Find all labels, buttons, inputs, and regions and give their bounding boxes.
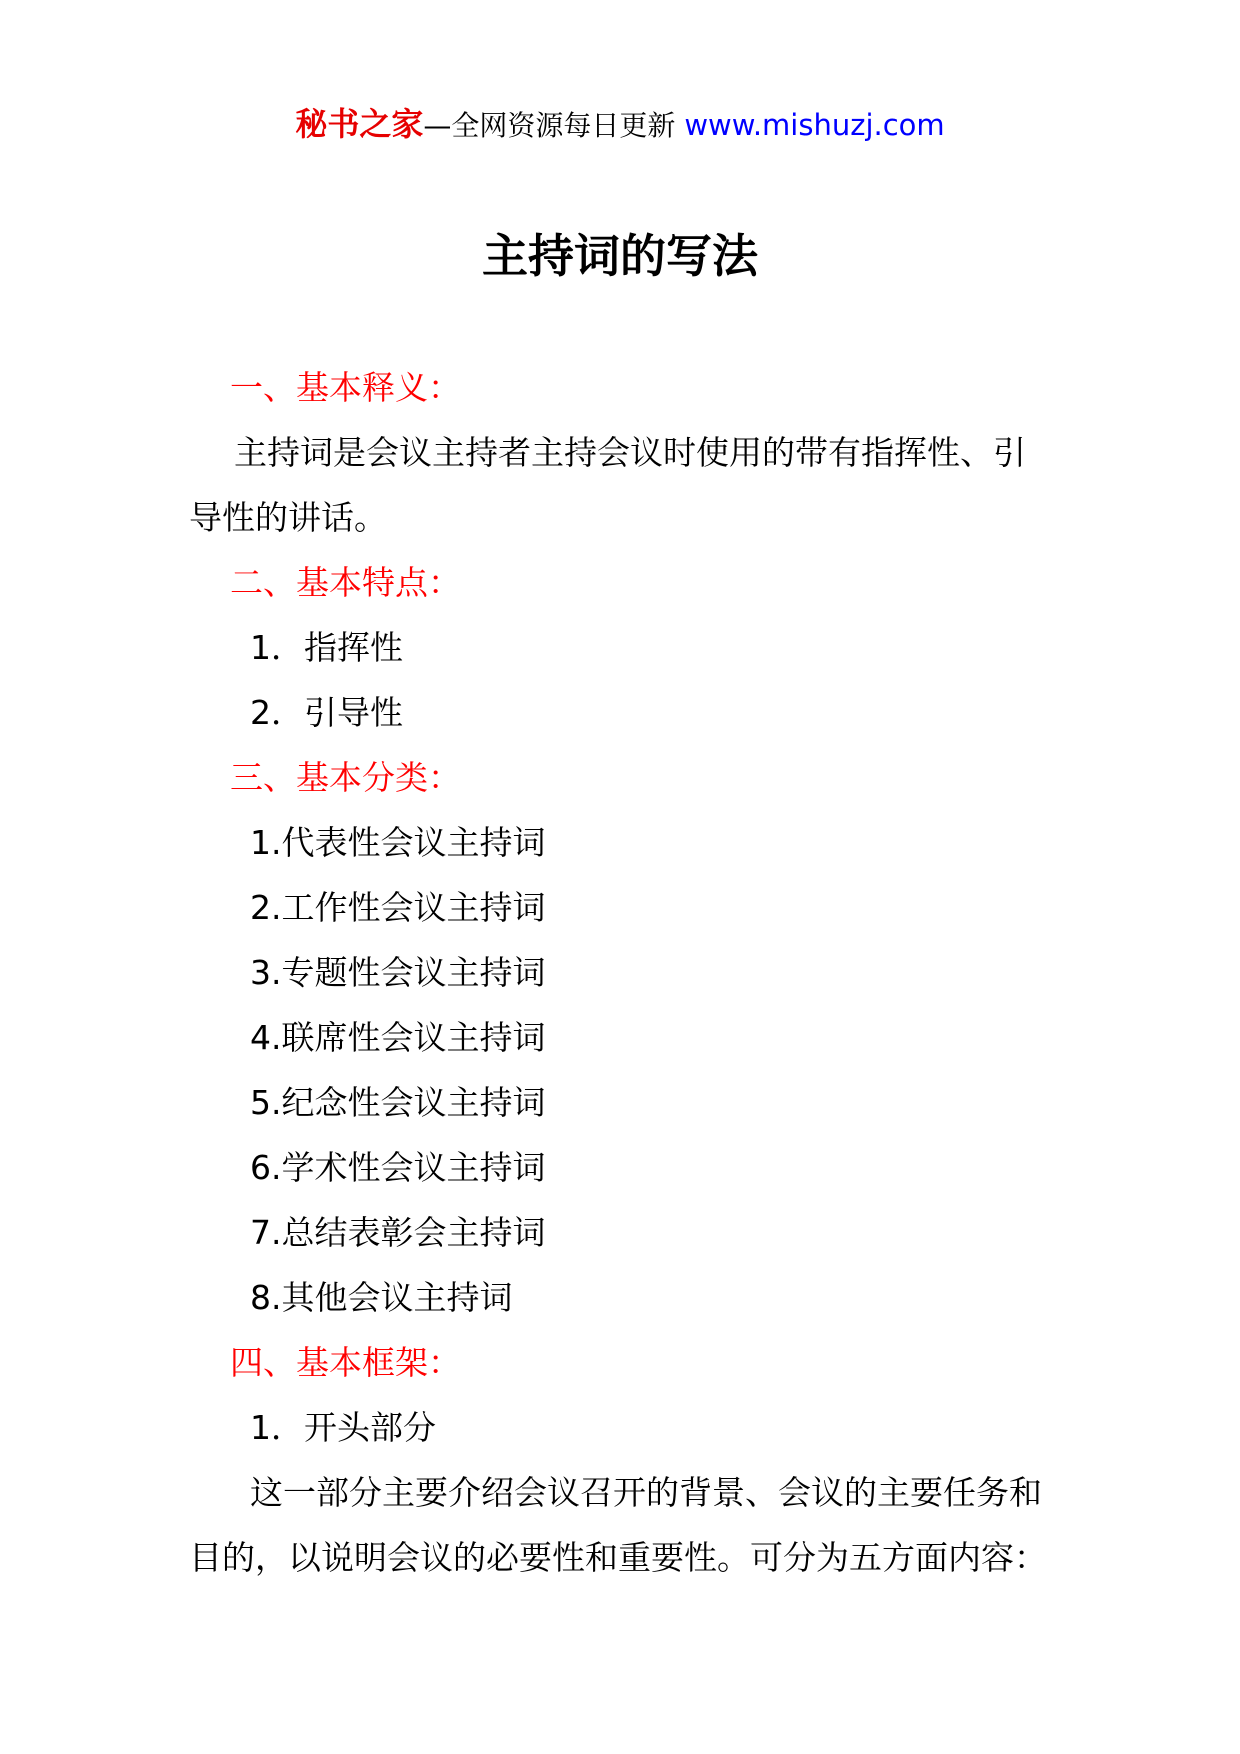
section-heading-features: 二、基本特点： [230, 563, 461, 602]
paragraph-line: 目的，以说明会议的必要性和重要性。可分为五方面内容： [189, 1538, 1047, 1577]
list-item: 6.学术性会议主持词 [250, 1148, 546, 1187]
list-item: 3.专题性会议主持词 [250, 953, 546, 992]
paragraph-line: 主持词是会议主持者主持会议时使用的带有指挥性、引 [234, 433, 1026, 472]
list-item: 1．指挥性 [250, 628, 403, 667]
site-tagline: —全网资源每日更新 [423, 109, 676, 142]
list-item: 1.代表性会议主持词 [250, 823, 546, 862]
site-header [0, 104, 1240, 150]
document-body [189, 355, 1089, 1590]
list-item: 7.总结表彰会主持词 [250, 1213, 546, 1252]
list-item: 1．开头部分 [250, 1408, 436, 1447]
paragraph-line: 导性的讲话。 [189, 498, 387, 537]
site-url: www.mishuzj.com [684, 108, 945, 142]
brand-name: 秘书之家 [295, 105, 424, 143]
section-heading-definition: 一、基本释义： [230, 368, 461, 407]
list-item: 5.纪念性会议主持词 [250, 1083, 546, 1122]
section-heading-categories: 三、基本分类： [230, 758, 461, 797]
list-item: 2.工作性会议主持词 [250, 888, 546, 927]
list-item: 2．引导性 [250, 693, 403, 732]
document-title: 主持词的写法 [482, 229, 758, 283]
section-heading-framework: 四、基本框架： [230, 1343, 461, 1382]
paragraph-line: 这一部分主要介绍会议召开的背景、会议的主要任务和 [250, 1473, 1042, 1512]
list-item: 8.其他会议主持词 [250, 1278, 513, 1317]
list-item: 4.联席性会议主持词 [250, 1018, 546, 1057]
